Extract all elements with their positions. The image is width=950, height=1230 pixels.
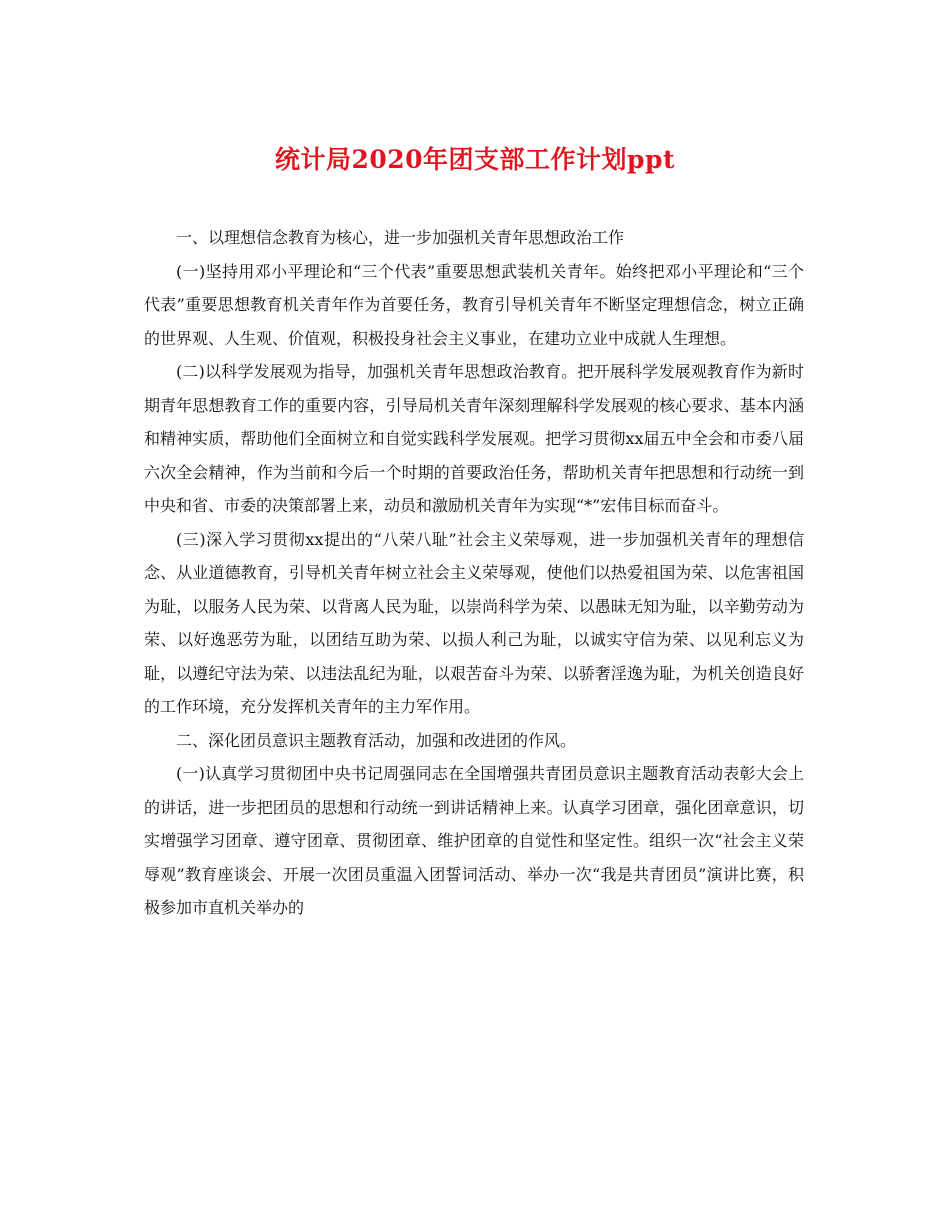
paragraph-1-1: (一)坚持用邓小平理论和“三个代表”重要思想武装机关青年。始终把邓小平理论和“三个代表”重要思想教育机关青年作为首要任务，教育引导机关青年不断坚定理想信念，树立正确的世界观、人生观、价值观，积极投身社会主义事业，在建功立业中成就人生理想。 [144, 261, 804, 348]
section-heading-2: 二、深化团员意识主题教育活动，加强和改进团的作风。 [176, 730, 577, 750]
paragraph-1-3: (三)深入学习贯彻xx提出的“八荣八耻”社会主义荣辱观，进一步加强机关青年的理想信念、从业道德教育，引导机关青年树立社会主义荣辱观，使他们以热爱祖国为荣、以危害祖国为耻，以服务人民为荣、以背离人民为耻，以崇尚科学为荣、以愚昧无知为耻，以辛勤劳动为荣、以好逸恶劳为耻，以团结互助为荣、以损人利己为耻，以诚实守信为荣、以见利忘义为耻，以遵纪守法为荣、以违法乱纪为耻，以艰苦奋斗为荣、以骄奢淫逸为耻，为机关创造良好的工作环境，充分发挥机关青年的主力军作用。 [144, 529, 804, 716]
document-body [144, 221, 804, 925]
paragraph-1-2: (二)以科学发展观为指导，加强机关青年思想政治教育。把开展科学发展观教育作为新时期青年思想教育工作的重要内容，引导局机关青年深刻理解科学发展观的核心要求、基本内涵和精神实质，帮助他们全面树立和自觉实践科学发展观。把学习贯彻xx届五中全会和市委八届六次全会精神，作为当前和今后一个时期的首要政治任务，帮助机关青年把思想和行动统一到中央和省、市委的决策部署上来，动员和激励机关青年为实现“*”宏伟目标而奋斗。 [144, 362, 804, 515]
paragraph-2-1: (一)认真学习贯彻团中央书记周强同志在全国增强共青团员意识主题教育活动表彰大会上的讲话，进一步把团员的思想和行动统一到讲话精神上来。认真学习团章，强化团章意识，切实增强学习团章、遵守团章、贯彻团章、维护团章的自觉性和坚定性。组织一次“社会主义荣辱观”教育座谈会、开展一次团员重温入团誓词活动、举办一次“我是共青团员”演讲比赛，积极参加市直机关举办的 [144, 764, 804, 917]
section-heading-1: 一、以理想信念教育为核心，进一步加强机关青年思想政治工作 [176, 228, 625, 247]
document-title: 统计局2020年团支部工作计划ppt [274, 145, 676, 174]
